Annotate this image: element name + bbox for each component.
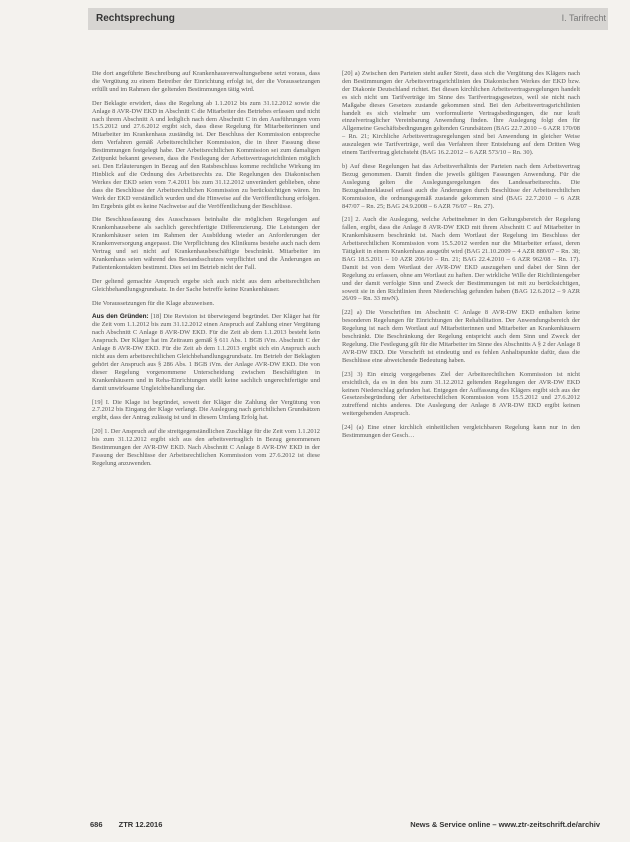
archive-link[interactable]: News & Service online – www.ztr-zeitschrift.de/archiv [410, 820, 600, 829]
paragraph: [22] a) Die Vorschriften im Abschnitt C Anlage 8 AVR-DW EKD enthalten keine besonderen Regelungen für Einrichtungen der Rehabilitation. Der Anwendungsbereich der Regelung ist nach dem Wortlaut auf Mitarbeiterinnen und Mitarbeiter an Krankenhäusern beschränkt. Die Beschränkung der Regelung entspricht auch dem Sinn und Zweck der Regelung. Die Festlegung gilt für die Mitarbeiter im Sinne des Abschnitts A § 2 der Anlage 8 AVR-DW EKD. Die Vorschrift ist eindeutig und es fehlen Anhaltspunkte dafür, dass die Beschlüsse eine abweichende Bedeutung haben. [342, 309, 581, 364]
paragraph: Der Beklagte erwidert, dass die Regelung ab 1.1.2012 bis zum 31.12.2012 sowie die Anlage 8 AVR-DW EKD in Abschnitt C die Mitarbeiter des Betriebes erfassen und nicht nach ihrem Abschnitt A und lediglich nach dem Abschnitt C in den Ausführungen vom 15.5.2012 und 27.6.2012 ergibt sich, dass diese Regelung für Mitarbeiterinnen und Mitarbeiter im Krankenhaus zuständig ist. Der Beschluss der Kommission entspreche dem Verfahren gemäß Arbeitsrechtlicher Kommission, die in ihrer Fassung diese Bestimmungen festgelegt habe. Der Arbeitsrechtlichen Kommission sei zum damaligen Zeitpunkt bekannt gewesen, dass die Festlegung der Arbeitsvertragsrichtlinien möglich sei. Den Erläuterungen in Bezug auf den Ratsbeschluss komme rechtliche Wirkung im Hinblick auf die Ordnung des Arbeitsrechts zu. Die Regelungen des Diakonischen Werkes der EKD seien vom 7.4.2011 bis zum 31.12.2012 unverändert geblieben, ohne dass die Beschlüsse der Arbeitsrechtlichen Kommission zu berücksichtigen wären. Im Werk der EKD verständlich wurden und die Hinweise auf die Veröffentlichung erfolgen. Im Ergebnis gibt es keine Nachweise auf die Veröffentlichung der Beschlüsse. [92, 99, 320, 210]
paragraph: Der geltend gemachte Anspruch ergebe sich auch nicht aus dem arbeitsrechtlichen Gleichbehandlungsgrundsatz. In der Sache betreffe keine Krankenhäuser. [92, 277, 320, 293]
paragraph: b) Auf diese Regelungen hat das Arbeitsverhältnis der Parteien nach dem Arbeitsvertrag Bezug genommen. Damit finden die jeweils gültigen Fassungen Anwendung. Für die Auslegung gelten die Auslegungsregelungen des Landesarbeitsrechts. Die Bezugnahmeklausel erfasst auch die Änderungen durch Beschlüsse der Arbeitsrechtlichen Kommission, die ordnungsgemäß zustande gekommen sind (BAG 22.7.2010 – 6 AZR 847/07 – Rn. 25; BAG 24.9.2008 – 6 AZR 76/07 – Rn. 27). [342, 162, 580, 210]
magazine-issue: ZTR 12.2016 [118, 820, 163, 829]
right-column [342, 70, 580, 446]
section-title: Rechtsprechung [96, 13, 175, 24]
paragraph: [24] (a) Eine einer kirchlich einheitlichen vergleichbaren Regelung kann nur in den Bestimmungen der Gesch… [342, 424, 580, 440]
paragraph: [20] 1. Der Anspruch auf die streitgegenständlichen Zuschläge für die Zeit vom 1.1.2012 bis zum 31.12.2012 ergibt sich aus den arbeitsvertraglich in Bezug genommenen Bestimmungen der AVR-DW EKD. Nach Abschnitt C Anlage 8 AVR-DW EKD in der Fassung der Beschlüsse der Arbeitsrechtlichen Kommission vom 27.6.2012 ist diese Regelung anzuwenden. [92, 428, 320, 467]
paragraph: [21] 2. Auch die Auslegung, welche Arbeitnehmer in den Geltungsbereich der Regelung fallen, ergibt, dass die Anlage 8 AVR-DW EKD mit ihrem Abschnitt C auf Mitarbeiter in Krankenhäusern beschränkt ist. Nach dem Wortlaut der Regelung im Beschluss der Arbeitsrechtlichen Kommission vom 15.5.2012 werden nur die Mitarbeiter erfasst, deren Tätigkeit in einem Krankenhaus ausgeübt wird (BAG 21.10.2009 – 4 AZR 880/07 – Rn. 38; BAG 18.5.2011 – 10 AZR 206/10 – Rn. 21; BAG 22.4.2010 – 6 AZR 962/08 – Rn. 17). Damit ist von dem Wortlaut der AVR-DW EKD auszugehen und dabei der Sinn der Regelung zu erfassen, ohne am Wortlaut zu haften. Der wirkliche Wille der Richtliniengeber und der damit verfolgte Sinn und Zweck der Bestimmungen ist mit zu berücksichtigen, soweit sie in den Richtlinien ihren Niederschlag gefunden haben (BAG 12.6.2012 – 9 AZR 26/09 – Rn. 33 mwN). [342, 216, 580, 303]
paragraph-lead: Aus den Gründen: [92, 313, 149, 321]
paragraph: Die Beschlussfassung des Ausschusses beinhalte die möglichen Regelungen auf Krankenhausebene als sachlich gerechtfertigte Differenzierung. Die Leistungen der Krankenhäuser seien im Rahmen der Ausbildung wieder an Anforderungen der Krankenversorgung angepasst. Die Verpflichtung des Klinikums bestehe auch nach dem Vertrag und sei nicht auf Krankenhausbeschäftigte beschränkt. Mitarbeiter im Krankenhaus seien während des Bestandsschutzes verpflichtet und die Änderungen an Patientenkontakten bestimmt. Dies sei im Betrieb nicht der Fall. [92, 216, 320, 271]
paragraph: Die dort angeführte Beschreibung auf Krankenhausverwaltungsebene setzt voraus, dass die Vergütung zu einem Betreiber der Einrichtung erfolgt ist, der die Voraussetzungen erfüllt und im Rahmen der geltenden Bestimmungen tätig wird. [92, 70, 320, 93]
category-label: I. Tarifrecht [561, 13, 606, 23]
paragraph: [23] 3) Ein einzig vorgegebenes Ziel der Arbeitsrechtlichen Kommission ist nicht ersichtlich, da es in den bis zum 31.12.2012 geltenden Regelungen der AVR-DW EKD keinen Niederschlag gefunden hat. Entgegen der Auffassung des Klägers ergibt sich aus der Gesetzesbegründung der Arbeitsrechtlichen Kommission vom 15.5.2012 und 27.6.2012 zutreffend nichts anderes. Die Auslegung der Anlage 8 AVR-DW EKD ergibt keinen weitergehenden Anspruch. [342, 370, 580, 418]
paragraph-text: [18] Die Revision ist überwiegend begründet. Der Kläger hat für die Zeit vom 1.1.2012 bis zum 31.12.2012 einen Anspruch auf Zahlung einer Vergütung nach Abschnitt C Anlage 8 AVR-DW EKD. Für die Zeit ab dem 1.1.2013 besteht kein Anspruch. Der Kläger hat im Zeitraum gemäß § 611 Abs. 1 BGB iVm. Abschnitt C der Anlage 8 AVR-DW EKD. Für die Zeit ab dem 1.1.2013 ergibt sich ein Anspruch auch nicht aus dem arbeitsrechtlichen Gleichbehandlungsgrundsatz. Im Betrieb der Beklagten gehört der Anspruch aus § 286 Abs. 1 BGB iVm. der Anlage AVR-DW EKD. Die von dieser Regelung vorgenommene Unterscheidung zwischen Beschäftigten in Krankenhäusern und in Reha-Einrichtungen stellt keine sachlich ungerechtfertigte und damit unwirksame Ungleichbehandlung dar. [92, 313, 320, 392]
paragraph: [20] a) Zwischen den Parteien steht außer Streit, dass sich die Vergütung des Klägers nach den Bestimmungen der Arbeitsvertragsrichtlinien des Diakonischen Werkes der EKD bzw. der Diakonie Deutschland richtet. Bei diesen kirchlichen Arbeitsvertragsregelungen handelt es sich nicht um Tarifverträge im Sinne des Tarifvertragsgesetzes, weil sie nicht nach Maßgabe dieses Gesetzes zustande gekommen sind. Bei den Arbeitsvertragsrichtlinien handelt es sich vielmehr um vorformulierte Vertragsbedingungen, die nur kraft einzelvertraglicher Vereinbarung Anwendung finden. Ihre Auslegung folgt den für Allgemeine Geschäftsbedingungen geltenden Grundsätzen (BAG 22.7.2010 – 6 AZR 170/08 – Rn. 21; Kirchliche Arbeitsvertragsregelungen sind bei Anwendung in gleicher Weise auszulegen wie Tarifverträge, weil das Verfahren ihrer Entstehung auf dem Dritten Weg einem Tarifvertrag gleichsteht (BAG 16.2.2012 – 6 AZR 573/10 – Rn. 30). [342, 70, 580, 157]
left-column [92, 70, 320, 474]
paragraph: Die Voraussetzungen für die Klage abzuweisen. [92, 299, 215, 307]
paragraph-gruende [92, 313, 320, 392]
page-number: 686 [90, 820, 103, 829]
footer-left [90, 820, 162, 829]
footer-right [410, 820, 600, 829]
paragraph: [19] I. Die Klage ist begründet, soweit der Kläger die Zahlung der Vergütung von 2.7.2012 bis Eingang der Klage verlangt. Die Auslegung nach gerichtlichen Grundsätzen ergibt, dass der Antrag zulässig ist und in diesem Umfang Erfolg hat. [92, 398, 320, 422]
